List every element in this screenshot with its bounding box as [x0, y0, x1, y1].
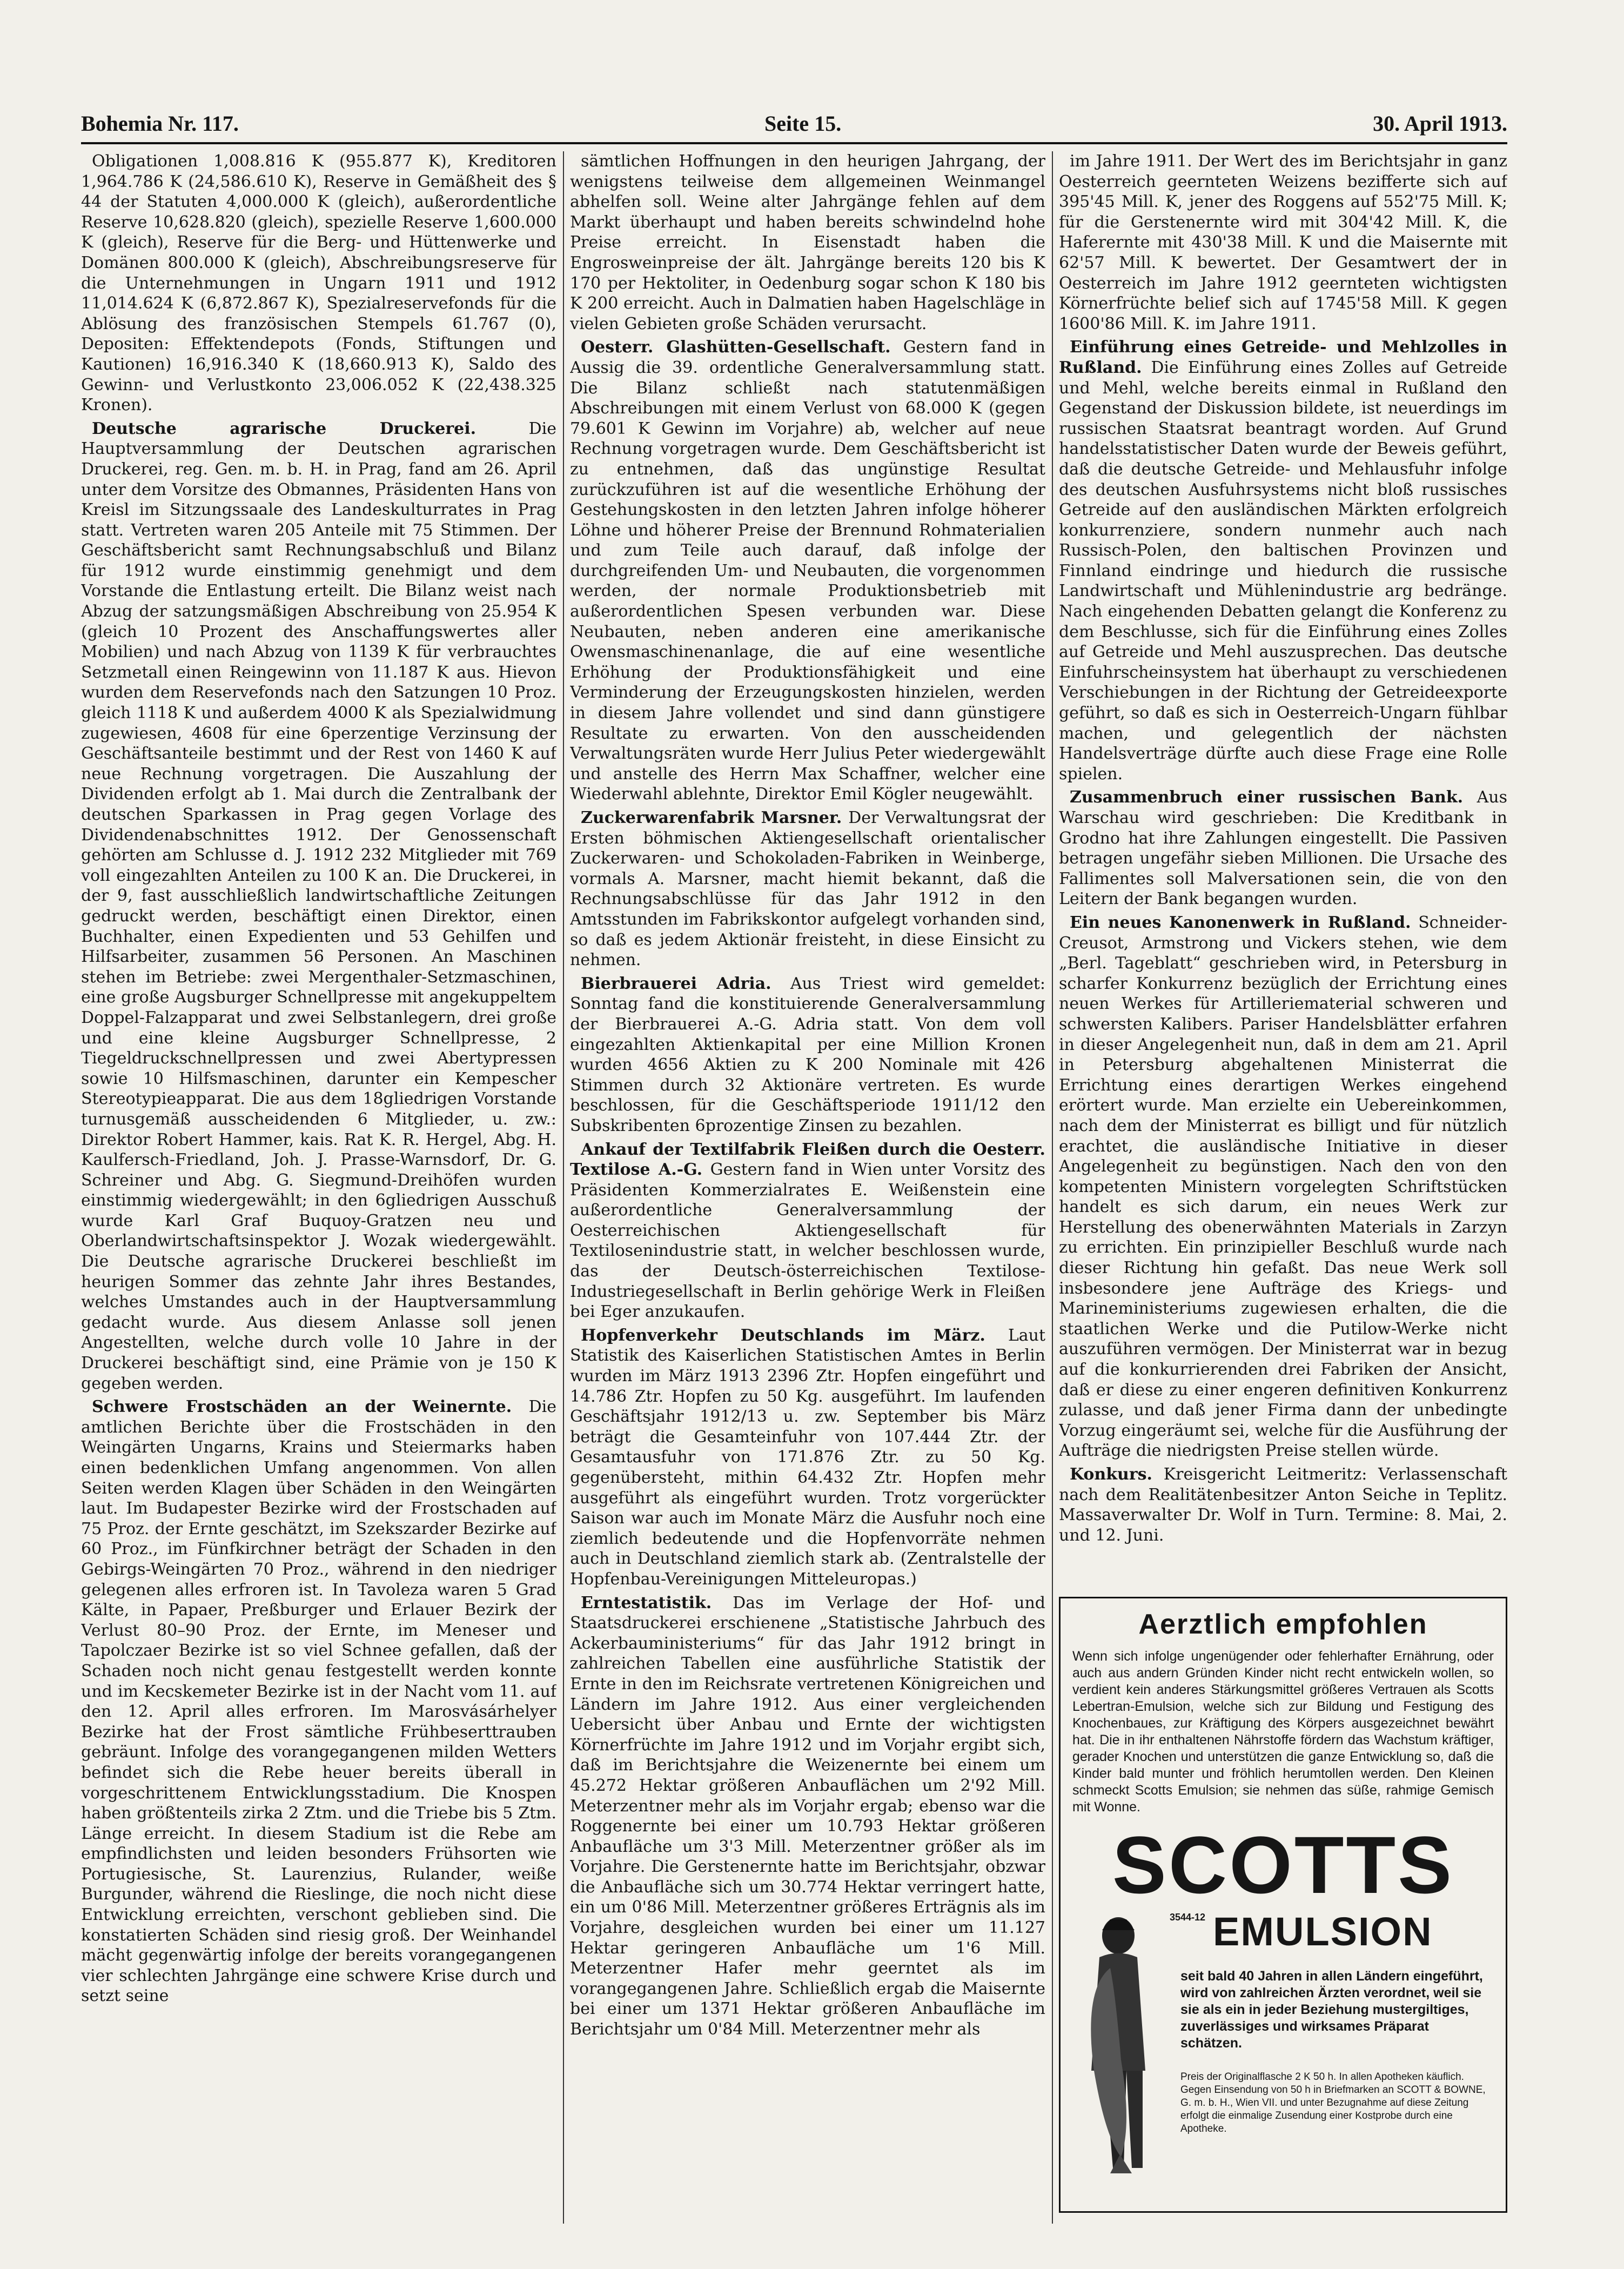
article-paragraph: Einführung eines Getreide- und Mehlzolles in Rußland. Die Einführung eines Zolles auf Getreide und Mehl, welche bereits einmal in Rußland den Gegenstand der Diskussion bildete, ist neuerdings im russischen Staatsrat beantragt worden. Auf Grund handelsstatistischer Daten wurde der Beweis geführt, daß die deutsche Getreide- und Mehlausfuhr infolge des deutschen Ausfuhrsystems nicht bloß russisches Getreide auf den ausländischen Märkten erfolgreich konkurrenziere, sondern nunmehr auch nach Russisch-Polen, den baltischen Provinzen und Finnland eindringe und hiedurch die russische Landwirtschaft und Mühlenindustrie arg bedränge. Nach eingehenden Debatten gelangt die Konferenz zu dem Beschlusse, sich für die Einführung eines Zolles auf Getreide und Mehl auszusprechen. Das deutsche Einfuhrscheinsystem hat überhaupt zu verschiedenen Verschiebungen in der Richtung der Getreideexporte geführt, so daß es sich in Oesterreich-Ungarn fühlbar machen, und gelegentlich der nächsten Handelsverträge dürfte auch diese Frage eine Rolle spielen. — [1059, 338, 1507, 784]
article-heading: Bierbrauerei Adria. — [581, 974, 771, 993]
article-paragraph: Schwere Frostschäden an der Weinernte. Die amtlichen Berichte über die Frostschäden in den Weingärten Ungarns, Krains und Steiermarks haben einen bedenklichen Umfang angenommen. Von allen Seiten werden Klagen über Schäden in den Weingärten laut. Im Budapester Bezirke wird der Frostschaden auf 75 Proz. der Ernte geschätzt, im Szekszarder Bezirke auf 60 Proz., im Fünfkirchner beträgt der Schaden in den Gebirgs-Weingärten 70 Proz., während in den niedriger gelegenen alles erfroren ist. In Tavoleza waren 5 Grad Kälte, in Papaer, Preßburger und Erlauer Bezirk der Verlust 80–90 Proz. der Ernte, im Meneser und Tapolczaer Bezirke ist so viel Schnee gefallen, daß der Schaden noch nicht genau festgestellt werden konnte und im Kecskemeter Bezirke ist in der Nacht vom 11. auf den 12. April alles erfroren. Im Marosvásárhelyer Bezirke hat der Frost sämtliche Frühbeserttrauben gebräunt. Infolge des vorangegangenen milden Wetters befindet sich die Rebe heuer bereits überall in vorgeschrittenem Entwicklungsstadium. Die Knospen haben größtenteils zirka 2 Ztm. und die Triebe bis 5 Ztm. Länge erreicht. In diesem Stadium ist die Rebe am empfindlichsten und leiden besonders Frühsorten wie Portugiesische, St. Laurenzius, Rulander, weiße Burgunder, während die Rieslinge, die noch nicht diese Entwicklung erreichten, verschont geblieben sind. Die konstatierten Schäden sind riesig groß. Der Weinhandel mächt gegenwärtig infolge der bereits vorangegangenen vier schlechten Jahrgänge eine schwere Krise durch und setzt seine — [81, 1397, 556, 2006]
newspaper-page — [81, 105, 1507, 2234]
ad-price-info: Preis der Originalflasche 2 K 50 h. In allen Apotheken käuflich. Gegen Einsendung von 50 h in Briefmarken an SCOTT & BOWNE, G. m. b. H., Wien VII. und unter Bezugnahme auf diese Zeitung erfolgt die einmalige Zusendung einer Kostprobe durch eine Apotheke. — [1180, 2071, 1486, 2134]
ad-lower-section — [1072, 1909, 1494, 2190]
ad-headline: Aerztlich empfohlen — [1138, 1609, 1428, 1640]
column-rule — [1052, 151, 1053, 2224]
ad-body-text: Wenn sich infolge ungenügender oder fehlerhafter Ernährung, oder auch aus andern Gründen Kinder nicht recht entwickeln wollen, so verdient kein anderes Stärkungsmittel größeres Vertrauen als Scotts Lebertran-Emulsion, welche sich zur Bildung und Festigung des Knochenbaues, zur Kräftigung des Körpers ausgezeichnet bewährt hat. Die in ihr enthaltenen Nährstoffe fördern das Wachstum kräftiger, gerader Knochen und unterstützen die ganze Entwicklung so, daß die Kinder bald munter und fröhlich herumtollen werden. Den Kleinen schmeckt Scotts Emulsion; sie nehmen das süße, rahmige Gemisch mit Wonne. — [1072, 1649, 1494, 1815]
article-paragraph: Hopfenverkehr Deutschlands im März. Laut Statistik des Kaiserlichen Statistischen Amtes in Berlin wurden im März 1913 2396 Ztr. Hopfen eingeführt und 14.786 Ztr. Hopfen zu 50 Kg. ausgeführt. Im laufenden Geschäftsjahr 1912/13 u. zw. September bis März beträgt die Gesamteinfuhr von 107.444 Ztr. der Gesamtausfuhr von 171.876 Ztr. zu 50 Kg. gegenübersteht, mithin 64.432 Ztr. Hopfen mehr ausgeführt als eingeführt wurden. Trotz vorgerückter Saison war auch im Monate März die Ausfuhr noch eine ziemlich bedeutende und die Hopfenvorräte nehmen auch in Deutschland ziemlich stark ab. (Zentralstelle der Hopfenbau-Vereinigungen Mitteleuropas.) — [570, 1326, 1045, 1589]
article-paragraph: Deutsche agrarische Druckerei. Die Hauptversammlung der Deutschen agrarischen Druckerei, reg. Gen. m. b. H. in Prag, fand am 26. April unter dem Vorsitze des Obmannes, Präsidenten Hans von Kreisl im Sitzungssaale des Landeskulturrates in Prag statt. Vertreten waren 205 Anteile mit 75 Stimmen. Der Geschäftsbericht samt Rechnungsabschluß und Bilanz für 1912 wurde einstimmig genehmigt und dem Vorstande die Entlastung erteilt. Die Bilanz weist nach Abzug der satzungsmäßigen Abschreibung von 25.954 K (gleich 10 Prozent des Anschaffungswertes aller Mobilien) und nach Abzug von 1139 K für verbrauchtes Setzmetall einen Reingewinn von 11.187 K aus. Hievon wurden dem Reservefonds nach den Satzungen 10 Proz. gleich 1118 K und außerdem 4000 K als Spezialwidmung zugewiesen, 4608 für eine 6perzentige Verzinsung der Geschäftsanteile bestimmt und der Rest von 1460 K auf neue Rechnung vorgetragen. Die Auszahlung der Dividenden erfolgt ab 1. Mai durch die Zentralbank der deutschen Sparkassen in Prag gegen Vorlage des Dividendenabschnittes 1912. Der Genossenschaft gehörten am Schlusse d. J. 1912 232 Mitglieder mit 769 voll eingezahlten Anteilen zu 100 K an. Die Druckerei, in der 9, fast ausschließlich landwirtschaftliche Zeitungen gedruckt werden, beschäftigt einen Direktor, einen Buchhalter, einen Expedienten und 53 Gehilfen und Hilfsarbeiter, zusammen 56 Personen. An Maschinen stehen im Betriebe: zwei Mergenthaler-Setzmaschinen, eine große Augsburger Schnellpresse mit angekuppeltem Doppel-Falzapparat und zwei Selbstanlegern, drei große und eine kleine Augsburger Schnellpresse, 2 Tiegeldruckschnellpressen und zwei Abertypressen sowie 10 Hilfsmaschinen, darunter ein Kempescher Stereotypieapparat. Die aus dem 18gliedrigen Vorstande turnusgemäß ausscheidenden 6 Mitglieder, u. zw.: Direktor Robert Hammer, kais. Rat K. R. Hergel, Abg. H. Kaulfersch-Friedland, Joh. J. Prasse-Warnsdorf, Dr. G. Schreiner und Abg. G. Siegmund-Dreihöfen wurden einstimmig wiedergewählt; in den 6gliedrigen Ausschuß wurde Karl Graf Buquoy-Gratzen neu und Oberlandwirtschaftsinspektor J. Wozak wiedergewählt. Die Deutsche agrarische Druckerei beschließt im heurigen Sommer das zehnte Jahr ihres Bestandes, welches Umstandes auch in der Hauptversammlung gedacht wurde. Aus diesem Anlasse soll jenen Angestellten, welche durch volle 10 Jahre in der Druckerei beschäftigt sind, eine Prämie von je 150 K gegeben werden. — [81, 419, 556, 1393]
ad-brand-name: SCOTTS — [1112, 1819, 1454, 1910]
ad-product-name: EMULSION — [1213, 1909, 1433, 1954]
article-heading: Einführung eines Getreide- und Mehlzolles in Rußland. — [1059, 338, 1507, 377]
article-heading: Ankauf der Textilfabrik Fleißen durch die Oesterr. Textilose A.-G. — [570, 1140, 1045, 1180]
scotts-emulsion-advertisement — [1059, 1597, 1507, 2213]
ad-code: 3544-12 — [1170, 1912, 1206, 1923]
issue-date: 30. April 1913. — [1373, 111, 1507, 136]
fisherman-with-fish-icon — [1072, 1909, 1164, 2179]
article-paragraph: Zusammenbruch einer russischen Bank. Aus Warschau wird geschrieben: Die Kreditbank in Grodno hat ihre Zahlungen eingestellt. Die Passiven betragen ungefähr sieben Millionen. Die Ursache des Fallimentes soll Malversationen sein, die von den Leitern der Bank begangen wurden. — [1059, 788, 1507, 909]
masthead-issue: Bohemia Nr. 117. — [81, 111, 239, 136]
article-paragraph: Konkurs. Kreisgericht Leitmeritz: Verlassenschaft nach dem Realitätenbesitzer Anton Seiche in Teplitz. Massaverwalter Dr. Wolf in Turn. Termine: 8. Mai, 2. und 12. Juni. — [1059, 1465, 1507, 1545]
article-heading: Hopfenverkehr Deutschlands im März. — [581, 1326, 985, 1345]
article-heading: Konkurs. — [1070, 1465, 1152, 1484]
article-paragraph: Ankauf der Textilfabrik Fleißen durch die Oesterr. Textilose A.-G. Gestern fand in Wien unter Vorsitz des Präsidenten Kommerzialrates E. Weißenstein eine außerordentliche Generalversammlung der Oesterreichischen Aktiengesellschaft für Textilosenindustrie statt, in welcher beschlossen wurde, das der Deutsch-österreichischen Textilose-Industriegesellschaft in Berlin gehörige Werk in Fleißen bei Eger anzukaufen. — [570, 1140, 1045, 1322]
article-heading: Deutsche agrarische Druckerei. — [92, 419, 477, 438]
column-rule — [563, 151, 564, 2224]
page-header — [81, 105, 1507, 143]
article-paragraph: sämtlichen Hoffnungen in den heurigen Jahrgang, der wenigstens teilweise dem allgemeinen Weinmangel abhelfen soll. Weine alter Jahrgänge fehlen auf dem Markt überhaupt und haben bereits schwindelnd hohe Preise erreicht. In Eisenstadt haben die Engrosweinpreise der ält. Jahrgänge bereits 120 bis K 170 per Hektoliter, in Oedenburg sogar schon K 180 bis K 200 erreicht. Auch in Dalmatien haben Hagelschläge in vielen Gebieten große Schäden verursacht. — [570, 152, 1045, 333]
page-number: Seite 15. — [764, 111, 842, 136]
article-heading: Zusammenbruch einer russischen Bank. — [1070, 788, 1464, 807]
article-paragraph: im Jahre 1911. Der Wert des im Berichtsjahr in ganz Oesterreich geernteten Weizens bezifferte sich auf 395'45 Mill. K, jener des Roggens auf 552'75 Mill. K; für die Gerstenernte wird mit 304'42 Mill. K, die Haferernte mit 430'38 Mill. K und die Maisernte mit 62'57 Mill. K bewertet. Der Gesamtwert der in Oesterreich im Jahre 1912 geernteten wichtigsten Körnerfrüchte belief sich auf 1745'58 Mill. K gegen 1600'86 Mill. K. im Jahre 1911. — [1059, 152, 1507, 333]
article-paragraph: Obligationen 1,008.816 K (955.877 K), Kreditoren 1,964.786 K (24,586.610 K), Reserve in Gemäßheit des § 44 der Statuten 4,000.000 K (gleich), außerordentliche Reserve 10,628.820 (gleich), spezielle Reserve 1,600.000 K (gleich), Reserve für die Berg- und Hüttenwerke und Domänen 800.000 K (gleich), Abschreibungsreserve für die Unternehmungen in Ungarn 1911 und 1912 11,014.624 K (6,872.867 K), Spezialreservefonds für die Ablösung des französischen Stempels 61.767 (0), Depositen: Effektendepots (Fonds, Stiftungen und Kautionen) 16,916.340 K (18,660.913 K), Saldo des Gewinn- und Verlustkonto 23,006.052 K (22,438.325 Kronen). — [81, 152, 556, 415]
article-paragraph: Zuckerwarenfabrik Marsner. Der Verwaltungsrat der Ersten böhmischen Aktiengesellschaft orientalischer Zuckerwaren- und Schokoladen-Fabriken in Weinberge, vormals A. Marsner, macht hiemit bekannt, daß die Rechnungsabschlüsse für das Jahr 1912 in den Amtsstunden im Fabrikskontor aufgelegt vorhanden sind, so daß es jedem Aktionär freisteht, in diese Einsicht zu nehmen. — [570, 808, 1045, 970]
article-paragraph: Ein neues Kanonenwerk in Rußland. Schneider-Creusot, Armstrong und Vickers stehen, wie dem „Berl. Tageblatt“ geschrieben wird, in Petersburg in scharfer Konkurrenz bezüglich der Errichtung eines neuen Werkes für Artilleriematerial schweren und schwersten Kalibers. Pariser Handelsblätter erfahren in dieser Angelegenheit nun, daß in dem am 21. April in Petersburg abgehaltenen Ministerrat die Errichtung eines derartigen Werkes eingehend erörtert wurde. Man erzielte ein Uebereinkommen, nach dem der Ministerrat es billigt und für nützlich erachtet, die ausländische Initiative in dieser Angelegenheit zu begünstigen. Nach den von den kompetenten Ministern vorgelegten Schriftstücken handelt es sich darum, ein neues Werk zur Herstellung des obenerwähnten Materials in Zarzyn zu errichten. Ein prinzipieller Beschluß wurde nach dieser Richtung hin gefaßt. Das neue Werk soll insbesondere jene Aufträge des Kriegs- und Marineministeriums zugewiesen erhalten, die die staatlichen Werke und die Putilow-Werke nicht auszuführen vermögen. Der Ministerrat war in bezug auf die konkurrierenden drei Fabriken der Ansicht, daß er diese zu einer engeren definitiven Konkurrenz zulasse, und daß jener Firma dann der unbedingte Vorzug eingeräumt sei, welche für die Ausführung der Aufträge die niedrigsten Preise stellen würde. — [1059, 913, 1507, 1461]
article-paragraph: Bierbrauerei Adria. Aus Triest wird gemeldet: Sonntag fand die konstituierende Generalversammlung der Bierbrauerei A.-G. Adria statt. Von dem voll eingezahlten Aktienkapital per eine Million Kronen wurden 4656 Aktien zu K 200 Nominale mit 426 Stimmen durch 32 Aktionäre vertreten. Es wurde beschlossen, für die Geschäftsperiode 1911/12 den Subskribenten 6prozentige Zinsen zu bezahlen. — [570, 974, 1045, 1135]
article-paragraph: Erntestatistik. Das im Verlage der Hof- und Staatsdruckerei erschienene „Statistische Jahrbuch des Ackerbauministeriums“ für das Jahr 1912 bringt in zahlreichen Tabellen eine ausführliche Statistik der Ernte in den im Reichsrate vertretenen Königreichen und Ländern im Jahre 1912. Aus einer vergleichenden Uebersicht über Anbau und Ernte der wichtigsten Körnerfrüchte im Jahre 1912 und im Vorjahr ergibt sich, daß im Berichtsjahre die Weizenernte bei einem um 45.272 Hektar größeren Anbauflächen um 2'92 Mill. Meterzentner mehr als im Vorjahr ergab; ebenso war die Roggenernte bei einer um 10.793 Hektar größeren Anbaufläche um 3'3 Mill. Meterzentner größer als im Vorjahre. Die Gerstenernte hatte im Berichtsjahr, obzwar die Anbaufläche sich um 30.774 Hektar verringert hatte, ein um 0'86 Mill. Meterzentner größeres Erträgnis als im Vorjahre, desgleichen wurden bei einer um 11.127 Hektar geringeren Anbaufläche um 1'6 Mill. Meterzentner Hafer mehr geerntet als im vorangegangenen Jahre. Schließlich ergab die Maisernte bei einer um 1371 Hektar größeren Anbaufläche im Berichtsjahr um 0'84 Mill. Meterzentner mehr als — [570, 1593, 1045, 2039]
article-heading: Ein neues Kanonenwerk in Rußland. — [1070, 913, 1411, 932]
column-1 — [81, 151, 556, 2224]
column-2 — [570, 151, 1045, 2224]
article-paragraph: Oesterr. Glashütten-Gesellschaft. Gestern fand in Aussig die 39. ordentliche Generalversammlung statt. Die Bilanz schließt nach statutenmäßigen Abschreibungen mit einem Verlust von 68.000 K (gegen 79.601 K Gewinn im Vorjahre) ab, welcher auf neue Rechnung vorgetragen wurde. Dem Geschäftsbericht ist zu entnehmen, daß das ungünstige Resultat zurückzuführen ist auf die wesentliche Erhöhung der Gestehungskosten in den letzten Jahren infolge höherer Löhne und höherer Preise der Brennund Rohmaterialien und zum Teile auch darauf, daß infolge der durchgreifenden Um- und Neubauten, die vorgenommen werden, der normale Produktionsbetrieb mit außerordentlichen Spesen verbunden war. Diese Neubauten, neben anderen eine amerikanische Owensmaschinenanlage, die auf eine wesentliche Erhöhung der Produktionsfähigkeit und eine Verminderung der Erzeugungskosten hinzielen, werden in diesem Jahre vollendet und sind dann günstigere Resultate zu erwarten. Von den ausscheidenden Verwaltungsräten wurde Herr Julius Peter wiedergewählt und anstelle des Herrn Max Schaffner, welcher eine Wiederwahl ablehnte, Direktor Emil Kögler neugewählt. — [570, 338, 1045, 804]
header-rule — [81, 142, 1507, 144]
article-heading: Erntestatistik. — [581, 1593, 712, 1612]
ad-tagline: seit bald 40 Jahren in allen Ländern eingeführt, wird von zahlreichen Ärzten verordnet, weil sie sie als ein in jeder Beziehung mustergiltiges, zuverlässiges und wirksames Präparat schätzen. — [1180, 1969, 1483, 2051]
column-3 — [1059, 151, 1507, 1583]
article-heading: Schwere Frostschäden an der Weinernte. — [92, 1397, 512, 1417]
article-heading: Zuckerwarenfabrik Marsner. — [581, 808, 842, 827]
article-heading: Oesterr. Glashütten-Gesellschaft. — [581, 338, 891, 357]
